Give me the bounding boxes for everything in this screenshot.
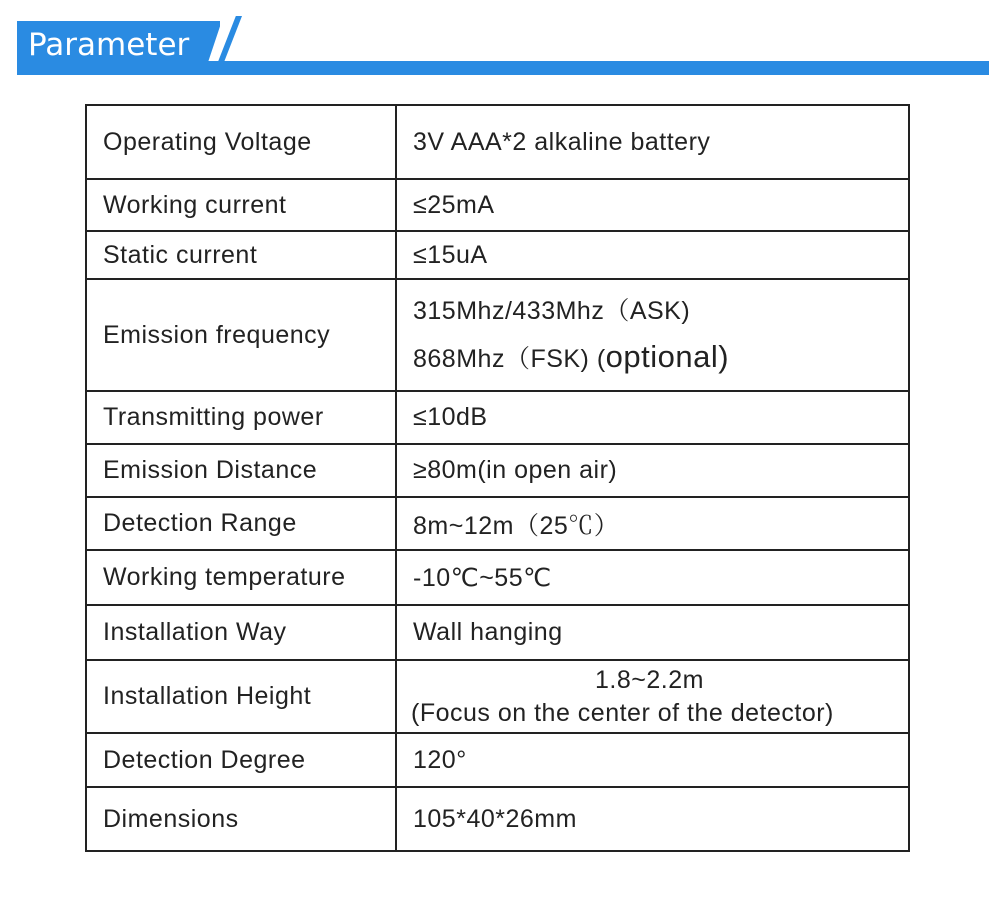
param-value-line — [413, 334, 908, 382]
param-value: 3V AAA*2 alkaline battery — [396, 105, 909, 179]
section-header — [17, 14, 989, 76]
table-row — [86, 391, 909, 444]
param-value — [396, 279, 909, 391]
table-row — [86, 231, 909, 279]
param-value-line: 1.8~2.2m — [595, 665, 704, 694]
param-value: 120° — [396, 733, 909, 787]
table-row — [86, 733, 909, 787]
param-label: Working current — [86, 179, 396, 231]
param-value: -10℃~55℃ — [396, 550, 909, 605]
param-value: ≤25mA — [396, 179, 909, 231]
table-row — [86, 105, 909, 179]
param-value: ≥80m(in open air) — [396, 444, 909, 497]
table-row — [86, 279, 909, 391]
param-value: Wall hanging — [396, 605, 909, 660]
param-value-part: 868Mhz（FSK) ( — [413, 345, 606, 373]
table-row — [86, 497, 909, 550]
parameter-table — [85, 104, 910, 852]
param-label: Emission Distance — [86, 444, 396, 497]
table-row — [86, 550, 909, 605]
section-title: Parameter — [28, 27, 190, 63]
param-value-line: (Focus on the center of the detector) — [411, 698, 834, 727]
param-value: 8m~12m（25℃） — [396, 497, 909, 550]
param-label: Detection Degree — [86, 733, 396, 787]
param-value: 105*40*26mm — [396, 787, 909, 851]
param-label: Operating Voltage — [86, 105, 396, 179]
param-value: ≤10dB — [396, 391, 909, 444]
param-value: ≤15uA — [396, 231, 909, 279]
param-value-line: 315Mhz/433Mhz（ASK) — [413, 297, 691, 325]
table-row — [86, 660, 909, 733]
param-value — [396, 660, 909, 733]
param-value-optional: optional) — [605, 339, 730, 374]
table-row — [86, 179, 909, 231]
param-label: Working temperature — [86, 550, 396, 605]
param-label: Detection Range — [86, 497, 396, 550]
param-label: Installation Height — [86, 660, 396, 733]
table-row — [86, 444, 909, 497]
param-label: Dimensions — [86, 787, 396, 851]
table-row — [86, 787, 909, 851]
table-row — [86, 605, 909, 660]
param-label: Emission frequency — [86, 279, 396, 391]
param-label: Installation Way — [86, 605, 396, 660]
param-label: Transmitting power — [86, 391, 396, 444]
param-label: Static current — [86, 231, 396, 279]
